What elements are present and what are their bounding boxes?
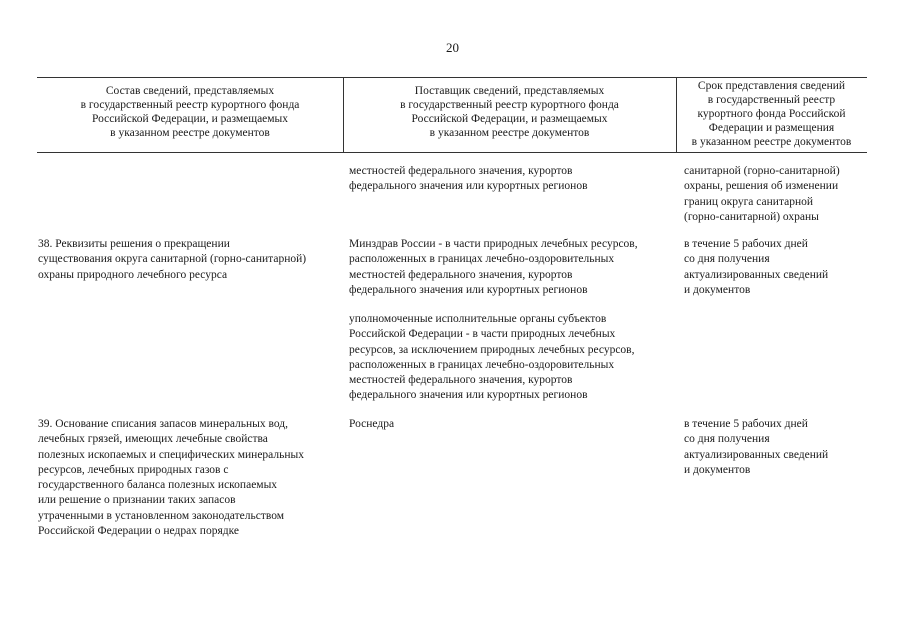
row-38-composition: 38. Реквизиты решения о прекращении существования округа санитарной (горно-санитарной) охраны природного лечебного ресурса xyxy=(38,238,307,281)
page-number: 20 xyxy=(446,40,459,55)
table-header-bottom-border xyxy=(37,152,867,153)
row-38-supplier-regional: уполномоченные исполнительные органы субъектов Российской Федерации - в части природных лечебных ресурсов, за исключением природных лечебных ресурсов, расположенных в границах лечебно-оздоровительных местностей федерального значения, курортов федерального значения или курортных регионов xyxy=(349,313,635,402)
table-header-composition: Состав сведений, представляемых в государственный реестр курортного фонда Российской Федерации, и размещаемых в указанном реестре документов xyxy=(80,85,300,139)
row-38-supplier-minzdrav: Минздрав России - в части природных лечебных ресурсов, расположенных в границах лечебно-оздоровительных местностей федерального значения, курортов федерального значения или курортных регионов xyxy=(349,238,638,296)
row-continuation-supplier: местностей федерального значения, курортов федерального значения или курортных регионов xyxy=(349,165,588,193)
table-header-deadline: Срок представления сведений в государственный реестр курортного фонда Российской Федерации и размещения в указанном реестре документов xyxy=(691,80,852,148)
row-39-deadline: в течение 5 рабочих дней со дня получения актуализированных сведений и документов xyxy=(684,418,829,476)
row-39-supplier: Роснедра xyxy=(349,418,395,430)
row-38-deadline: в течение 5 рабочих дней со дня получения актуализированных сведений и документов xyxy=(684,238,829,296)
table-top-border xyxy=(37,77,867,78)
row-39-composition: 39. Основание списания запасов минеральных вод, лечебных грязей, имеющих лечебные свойства полезных ископаемых и специфических минеральных ресурсов, лечебных природных газов с государственного баланса полезных ископаемых или решение о признании таких запасов утраченными в установленном законодательством Российской Федерации о недрах порядке xyxy=(38,418,304,538)
row-continuation-deadline: санитарной (горно-санитарной) охраны, решения об изменении границ округа санитарной (горно-санитарной) охраны xyxy=(684,165,840,223)
table-header-supplier: Поставщик сведений, представляемых в государственный реестр курортного фонда Российской Федерации, и размещаемых в указанном реестре документов xyxy=(400,85,619,139)
